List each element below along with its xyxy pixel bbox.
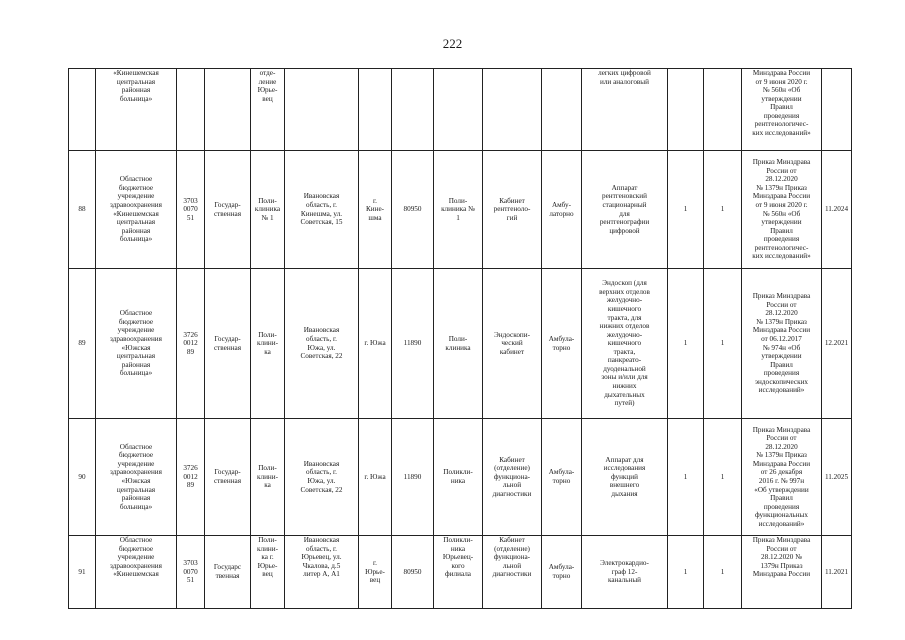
- division-cell: [434, 536, 483, 609]
- room: Кабинет (отделение) функциона- льной диагностики: [492, 536, 532, 579]
- oktmo-code: 80950: [403, 205, 422, 214]
- oktmo-code: 11890: [403, 339, 422, 348]
- organization-name: Областное бюджетное учреждение здравоохранения «Южская центральная районная больница»: [110, 309, 162, 378]
- regulation-cell: [742, 269, 822, 419]
- organization-name-cell: [96, 536, 177, 609]
- structural-unit: Поли- клини- ка г. Юрье- вец: [256, 536, 278, 579]
- replacement-date: 11.2024: [824, 205, 849, 214]
- organization-code: 3703 0070 51: [183, 196, 198, 222]
- organization-name: «Кинешемская центральная районная больница»: [113, 69, 159, 103]
- oktmo-code: 80950: [403, 567, 422, 576]
- row-number-cell: [69, 536, 96, 609]
- regulation-cell: [742, 419, 822, 536]
- replacement-date-cell: [822, 151, 852, 269]
- quantity-available-cell: [704, 419, 742, 536]
- organization-name-cell: [96, 419, 177, 536]
- structural-unit: отде- ление Юрье- вец: [257, 69, 278, 103]
- care-conditions: Амбула- торно: [548, 334, 575, 352]
- row-number-cell: [69, 69, 96, 151]
- locality-cell: [359, 69, 392, 151]
- organization-code-cell: [177, 419, 205, 536]
- structural-unit: Поли- клиника № 1: [254, 196, 281, 222]
- division-cell: [434, 419, 483, 536]
- locality-cell: [359, 536, 392, 609]
- equipment-name-cell: [582, 419, 668, 536]
- care-conditions-cell: [542, 269, 582, 419]
- ownership-form-cell: [205, 269, 251, 419]
- care-conditions-cell: [542, 69, 582, 151]
- ownership-form: Государ- ственная: [213, 200, 242, 218]
- organization-name: Областное бюджетное учреждение здравоохранения «Кинешемская центральная районная больница»: [110, 175, 162, 244]
- replacement-date-cell: [822, 536, 852, 609]
- regulation: Приказ Минздрава России от 28.12.2020 № 1379н Приказ Минздрава России от 06.12.2017 № 974н «Об утверждении Правил проведения эндоскопических исследований»: [752, 292, 811, 395]
- table-row: [69, 536, 852, 609]
- division: Поли- клиника: [445, 334, 471, 352]
- quantity-available: 1: [720, 339, 725, 348]
- structural-unit-cell: [251, 151, 285, 269]
- address: Ивановская область, г. Южа, ул. Советская, 22: [300, 326, 343, 361]
- row-number: 89: [78, 339, 86, 348]
- equipment-name: Эндоскоп (для верхних отделов желудочно- кишечного тракта, для нижних отделов желудочно- кишечного тракта, панкреато- дуоденальной зоны и/или для нижних дыхательных путей): [599, 279, 650, 408]
- quantity-available-cell: [704, 151, 742, 269]
- address: Ивановская область, г. Южа, ул. Советская, 22: [300, 459, 343, 494]
- equipment-name-cell: [582, 269, 668, 419]
- organization-code-cell: [177, 151, 205, 269]
- replacement-date-cell: [822, 269, 852, 419]
- division: Поликли- ника: [443, 468, 473, 485]
- organization-name-cell: [96, 269, 177, 419]
- organization-code-cell: [177, 69, 205, 151]
- locality-cell: [359, 419, 392, 536]
- care-conditions-cell: [542, 151, 582, 269]
- replacement-date-cell: [822, 419, 852, 536]
- room-cell: [483, 419, 542, 536]
- organization-code: 3726 0012 89: [183, 464, 198, 490]
- organization-code: 3703 0070 51: [183, 559, 198, 585]
- room: Кабинет (отделение) функциона- льной диагностики: [492, 455, 532, 498]
- row-number: 88: [78, 205, 86, 214]
- table-row: [69, 151, 852, 269]
- replacement-date-cell: [822, 69, 852, 151]
- quantity-required-cell: [668, 536, 704, 609]
- regulation-cell: [742, 69, 822, 151]
- care-conditions-cell: [542, 419, 582, 536]
- address-cell: [285, 151, 359, 269]
- structural-unit: Поли- клини- ка: [256, 330, 278, 356]
- quantity-required-cell: [668, 419, 704, 536]
- quantity-required-cell: [668, 151, 704, 269]
- equipment-name-cell: [582, 536, 668, 609]
- ownership-form-cell: [205, 69, 251, 151]
- row-number: 91: [78, 567, 86, 576]
- row-number: 90: [78, 472, 86, 481]
- address: Ивановская область, г. Юрьевец, ул. Чкалова, д.5 литер А, А1: [301, 536, 342, 579]
- care-conditions: Амбула- торно: [548, 468, 575, 485]
- row-number-cell: [69, 269, 96, 419]
- quantity-required: 1: [683, 205, 688, 214]
- room-cell: [483, 536, 542, 609]
- organization-code: 3726 0012 89: [183, 330, 198, 356]
- division-cell: [434, 151, 483, 269]
- room-cell: [483, 269, 542, 419]
- address-cell: [285, 69, 359, 151]
- locality-cell: [359, 151, 392, 269]
- equipment-name-cell: [582, 69, 668, 151]
- equipment-name-cell: [582, 151, 668, 269]
- room: Эндоскопи- ческий кабинет: [493, 330, 531, 356]
- organization-name-cell: [96, 151, 177, 269]
- organization-name-cell: [96, 69, 177, 151]
- replacement-date: 12.2021: [824, 339, 849, 348]
- regulation-cell: [742, 536, 822, 609]
- table-row: [69, 269, 852, 419]
- ownership-form-cell: [205, 536, 251, 609]
- locality-cell: [359, 269, 392, 419]
- ownership-form-cell: [205, 419, 251, 536]
- quantity-required-cell: [668, 69, 704, 151]
- equipment-name: Аппарат рентгеновский стационарный для рентгенографии цифровой: [599, 183, 650, 235]
- quantity-available: 1: [720, 472, 725, 481]
- address-cell: [285, 269, 359, 419]
- quantity-available: 1: [720, 567, 725, 576]
- quantity-required-cell: [668, 269, 704, 419]
- equipment-name: легких цифровой или аналоговый: [598, 69, 651, 86]
- structural-unit-cell: [251, 419, 285, 536]
- organization-code-cell: [177, 536, 205, 609]
- structural-unit-cell: [251, 69, 285, 151]
- quantity-available-cell: [704, 536, 742, 609]
- oktmo-code-cell: [392, 536, 434, 609]
- division: Поликли- ника Юрьевец- кого филиала: [442, 536, 474, 579]
- care-conditions: Амбула- торно: [548, 563, 575, 580]
- locality: г. Юрье- вец: [365, 559, 385, 585]
- room-cell: [483, 151, 542, 269]
- row-number-cell: [69, 151, 96, 269]
- regulation: Приказ Минздрава России от 28.12.2020 № 1379н Приказ Минздрава России от 26 декабря 2016 г. № 997н «Об утверждении Правил проведения функциональных исследований»: [752, 425, 811, 528]
- care-conditions-cell: [542, 536, 582, 609]
- ownership-form: Государ- ственная: [213, 468, 242, 485]
- structural-unit: Поли- клини- ка: [256, 464, 278, 490]
- quantity-available-cell: [704, 269, 742, 419]
- table-row: [69, 419, 852, 536]
- locality: г. Южа: [364, 472, 386, 481]
- quantity-available: 1: [720, 205, 725, 214]
- organization-name: Областное бюджетное учреждение здравоохранения «Южская центральная районная больница»: [110, 442, 162, 511]
- regulation: Приказ Минздрава России от 28.12.2020 № 1379н Приказ Минздрава России: [752, 536, 811, 579]
- ownership-form: Государ- ственная: [213, 334, 242, 352]
- locality: г. Южа: [364, 339, 386, 348]
- oktmo-code-cell: [392, 269, 434, 419]
- oktmo-code: 11890: [403, 472, 422, 481]
- replacement-date: 11.2021: [824, 567, 849, 576]
- oktmo-code-cell: [392, 419, 434, 536]
- equipment-name: Электрокардио- граф 12- канальный: [600, 559, 649, 585]
- quantity-required: 1: [683, 339, 688, 348]
- address: Ивановская область, г. Кинешма, ул. Советская, 15: [300, 192, 343, 227]
- regulation-cell: [742, 151, 822, 269]
- oktmo-code-cell: [392, 151, 434, 269]
- room: Кабинет рентгеноло- гий: [493, 196, 531, 222]
- oktmo-code-cell: [392, 69, 434, 151]
- locality: г. Кине- шма: [365, 196, 385, 222]
- row-number-cell: [69, 419, 96, 536]
- regulation: Минздрава России от 9 июня 2020 г. № 560н «Об утверждении Правил проведения рентгенологичес- ких исследований»: [752, 69, 811, 137]
- page-number: 222: [442, 36, 463, 51]
- address-cell: [285, 419, 359, 536]
- equipment-registry-table: [68, 68, 852, 609]
- quantity-available-cell: [704, 69, 742, 151]
- address-cell: [285, 536, 359, 609]
- table-row: [69, 69, 852, 151]
- quantity-required: 1: [683, 567, 688, 576]
- room-cell: [483, 69, 542, 151]
- replacement-date: 11.2025: [824, 472, 849, 481]
- organization-name: Областное бюджетное учреждение здравоохранения «Кинешемская: [110, 536, 162, 579]
- division-cell: [434, 269, 483, 419]
- quantity-required: 1: [683, 472, 688, 481]
- ownership-form-cell: [205, 151, 251, 269]
- ownership-form: Государс твенная: [213, 563, 242, 580]
- organization-code-cell: [177, 269, 205, 419]
- structural-unit-cell: [251, 269, 285, 419]
- equipment-name: Аппарат для исследования функций внешнего дыхания: [603, 455, 646, 498]
- division: Поли- клиника № 1: [441, 196, 475, 222]
- division-cell: [434, 69, 483, 151]
- structural-unit-cell: [251, 536, 285, 609]
- regulation: Приказ Минздрава России от 28.12.2020 № 1379н Приказ Минздрава России от 9 июня 2020 г. № 560н «Об утверждении Правил проведения рентгенологичес- ких исследований»: [752, 158, 811, 261]
- care-conditions: Амбу- латорно: [549, 200, 574, 218]
